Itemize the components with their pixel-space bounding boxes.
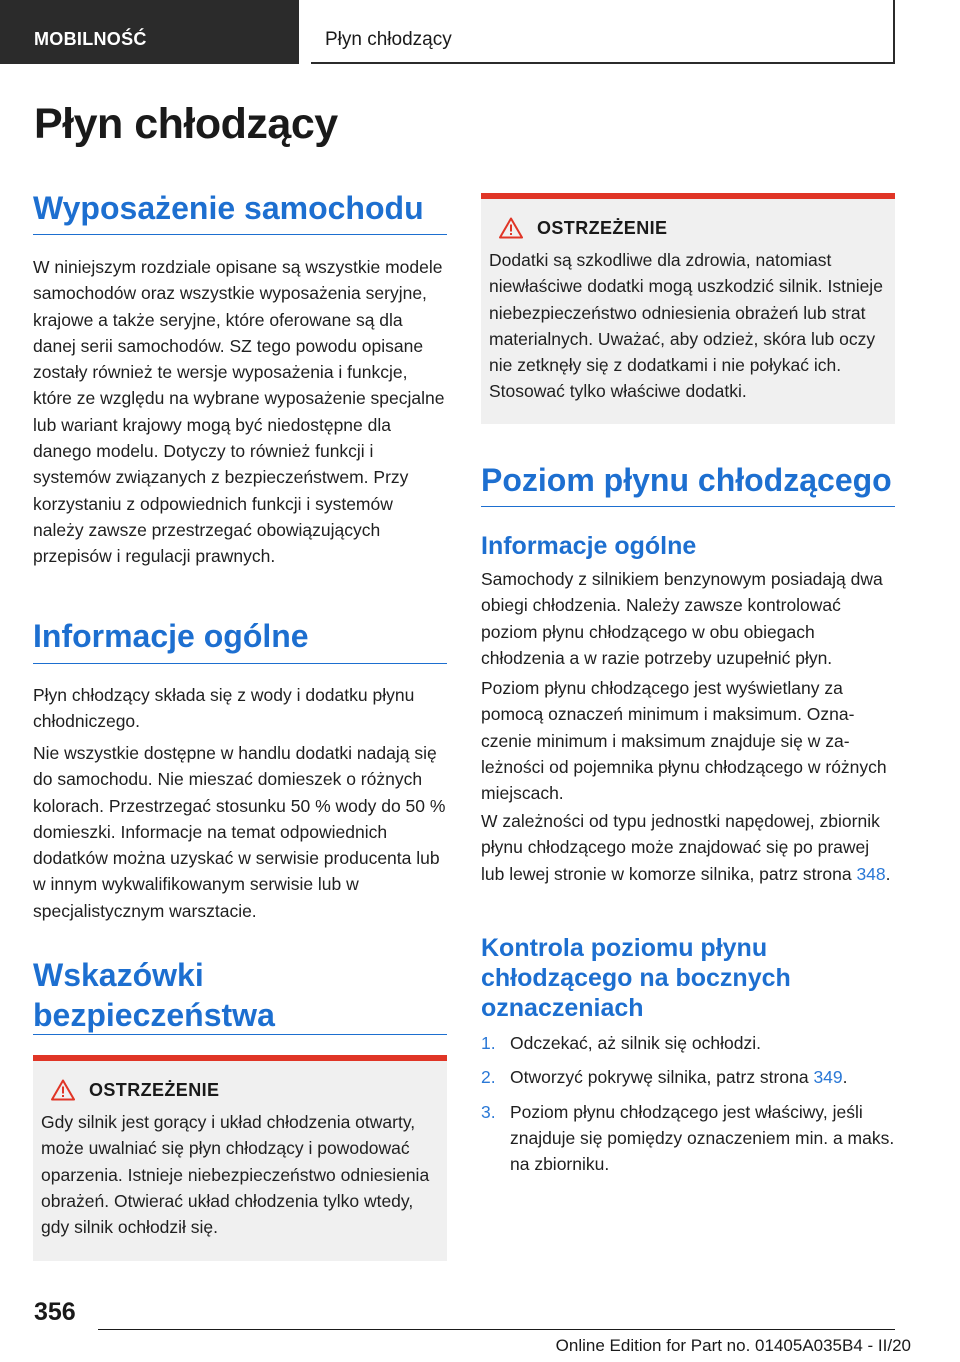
- warning-text: Dodatki są szkodliwe dla zdrowia, natomiast niewłaściwe dodatki mogą uszkodzić silnik. Istnieje niebezpieczeństwo odniesienia obrażeń lub strat materialnych. Uważać, aby odzież, skóra lub oczy nie zetknęły się z dodatkami i nie połykać ich. Stosować tylko właściwe dodatki.: [489, 250, 883, 402]
- step-text: Poziom płynu chłodzącego jest właściwy, jeśli znajduje się pomiędzy oznaczeniem min. a maks. na zbiorniku.: [510, 1101, 895, 1175]
- general-text-2: Nie wszystkie dostępne w handlu dodatki nadają się do samochodu. Nie mieszać domieszek o różnych kolorach. Przestrzegać stosunku 50 % wody do 50 % domieszki. Informacje na temat odpowiednich dodatków można uzyskać w serwisie producenta lub w innym wykwalifikowanym serwisie lub w specjalistycznym warsztacie.: [33, 743, 446, 921]
- step-item: [481, 1064, 895, 1090]
- steps-list: [481, 1030, 895, 1185]
- subheading-check-level: Kontrola poziomu płynu chłodzącego na bocznych oznaczeniach: [481, 934, 791, 1022]
- step-item: [481, 1030, 895, 1056]
- warning-title: OSTRZEŻENIE: [537, 217, 668, 238]
- warning-triangle-icon: [51, 1079, 75, 1101]
- warning-box-hot-engine: [33, 1055, 447, 1261]
- heading-safety: Wskazówki bezpieczeństwa: [33, 955, 447, 1035]
- page-number: 356: [34, 1298, 76, 1326]
- step-item: [481, 1099, 895, 1178]
- warning-title: OSTRZEŻENIE: [89, 1079, 220, 1100]
- warning-triangle-icon: [499, 217, 523, 239]
- heading-general-info: Informacje ogólne: [33, 616, 447, 664]
- section-tab: MOBILNOŚĆ: [0, 0, 299, 64]
- step-number: 1.: [481, 1033, 496, 1053]
- level-text-1: Samochody z silnikiem benzynowym posiadają dwa obiegi chłodzenia. Należy zawsze kontrolować poziom płynu chłodzącego w obu obiegach chłodzenia a w razie potrzeby uzupełnić płyn.: [481, 569, 883, 668]
- step-body: Otworzyć pokrywę silnika, patrz strona: [510, 1067, 814, 1088]
- level-text-3-body: W zależności od typu jednostki napędowej, zbiornik płynu chłodzącego może znajdować się po prawej lub lewej stronie w komorze silnika, patrz strona: [481, 811, 880, 884]
- page-link-349[interactable]: 349: [813, 1067, 843, 1088]
- edition-note: Online Edition for Part no. 01405A035B4 - II/20: [555, 1336, 911, 1355]
- warning-header: [489, 213, 887, 243]
- step-text: [510, 1064, 848, 1090]
- level-text-2: Poziom płynu chłodzącego jest wyświetlany za pomocą oznaczeń minimum i maksimum. Oznaczenie minimum i maksimum znajduje się w zależności od pojemnika płynu chłodzącego w różnych miejscach.: [481, 678, 887, 804]
- level-text-3-end: .: [885, 863, 891, 884]
- page-title: Płyn chłodzący: [34, 100, 338, 148]
- warning-box-additives: [481, 193, 895, 424]
- step-number: 2.: [481, 1067, 496, 1088]
- page-link-348[interactable]: 348: [856, 863, 886, 884]
- warning-text: Gdy silnik jest gorący i układ chłodzenia otwarty, może uwalniać się płyn chłodzący i powodować oparzenia. Istnieje niebezpieczeństwo odniesienia obrażeń. Otwierać układ chłodzenia tylko wtedy, gdy silnik ochłodził się.: [41, 1112, 430, 1238]
- subheading-general-info: Informacje ogólne: [481, 532, 697, 560]
- heading-equipment: Wyposażenie samochodu: [33, 188, 447, 235]
- general-text-1: Płyn chłodzący składa się z wody i dodatku płynu chłodniczego.: [33, 685, 415, 732]
- footer-divider: [98, 1329, 895, 1330]
- step-number: 3.: [481, 1101, 496, 1122]
- heading-coolant-level: Poziom płynu chłodzącego: [481, 460, 895, 507]
- warning-header: [41, 1075, 439, 1105]
- step-end: .: [842, 1067, 848, 1088]
- chapter-title: Płyn chłodzący: [311, 0, 895, 64]
- equipment-text: W niniejszym rozdziale opisane są wszystkie modele samochodów oraz wszystkie wyposażenia seryjne, krajowe a także seryjne, które oferowane są dla danej serii samochodów. SZ tego powodu opisane zostały również te wersje wyposażenia i funkcje, które ze względu na wybrane wyposażenie specjalne lub wariant krajowy mogą być niedostępne dla danego modelu. Dotyczy to również funkcji i systemów związanych z bezpieczeństwem. Przy korzystaniu z odpowiednich funkcji i systemów należy zawsze przestrzegać obowiązujących przepisów i regulacji prawnych.: [33, 257, 445, 567]
- step-text: Odczekać, aż silnik się ochłodzi.: [510, 1033, 761, 1053]
- level-text-3: [481, 808, 895, 887]
